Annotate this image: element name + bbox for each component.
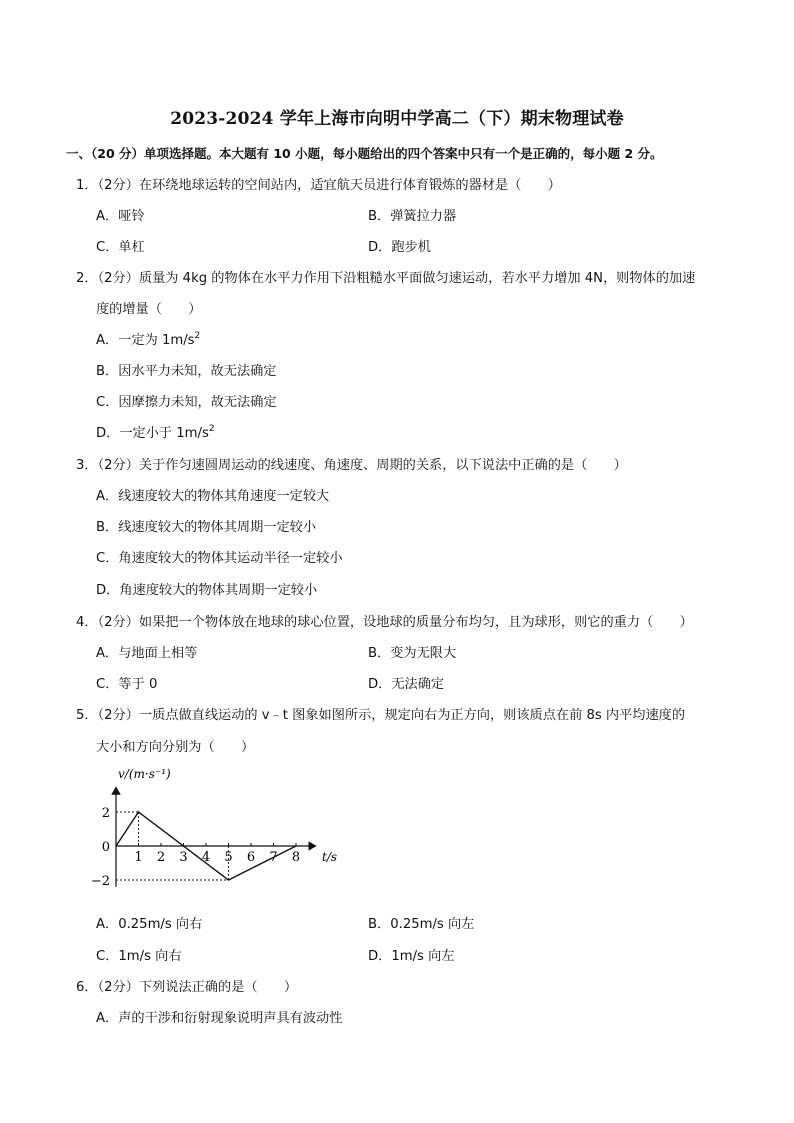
q1-option-c: C．单杠 [96,240,145,255]
q4-option-d: D．无法确定 [368,677,445,692]
q3-option-c: C．角速度较大的物体其运动半径一定较小 [96,551,343,566]
q5-option-c: C．1m/s 向右 [96,949,182,964]
q4-option-c: C．等于 0 [96,677,158,692]
section-header: 一、（20 分）单项选择题。本大题有 10 小题，每小题给出的四个答案中只有一个是正确的，每小题 2 分。 [66,146,663,161]
question-5-stem-cont: 大小和方向分别为（ ） [96,740,255,755]
vt-graph [90,760,354,900]
question-6-stem: 6．（2分）下列说法正确的是（ ） [76,980,298,995]
question-1-stem: 1．（2分）在环绕地球运转的空间站内，适宜航天员进行体育锻炼的器材是（ ） [76,178,561,193]
q6-option-a: A．声的干涉和衍射现象说明声具有波动性 [96,1011,343,1026]
x-tick-label: 6 [246,850,256,865]
page-title: 2023-2024 学年上海市向明中学高二（下）期末物理试卷 [170,109,624,129]
q4-option-a: A．与地面上相等 [96,646,198,661]
q1-option-b: B．弹簧拉力器 [368,209,457,224]
q5-option-d: D．1m/s 向左 [368,949,455,964]
question-2-stem: 2．（2分）质量为 4kg 的物体在水平力作用下沿粗糙水平面做匀速运动，若水平力增加 4N，则物体的加速 [76,271,696,286]
x-tick-label: 5 [224,850,233,865]
q2-option-d [96,422,215,441]
q5-option-b: B．0.25m/s 向左 [368,917,475,932]
q1-option-a: A．哑铃 [96,209,145,224]
q3-option-b: B．线速度较大的物体其周期一定较小 [96,520,317,535]
q3-option-a: A．线速度较大的物体其角速度一定较大 [96,489,330,504]
q2-option-a-text: A．一定为 1m/s [96,333,195,348]
q3-option-d: D．角速度较大的物体其周期一定较小 [96,583,318,598]
x-tick-label: 1 [134,850,143,865]
x-axis-label: t/s [322,850,338,864]
y-tick-label: 0 [101,840,110,855]
x-tick-label: 2 [156,850,166,865]
y-tick-label: −2 [90,874,110,889]
x-tick-label: 3 [179,850,188,865]
q1-option-d: D．跑步机 [368,240,431,255]
question-5-stem: 5．（2分）一质点做直线运动的 v﹣t 图象如图所示，规定向右为正方向，则该质点在前 8s 内平均速度的 [76,708,686,723]
q2-option-d-text: D．一定小于 1m/s [96,426,209,441]
x-tick-label: 7 [269,850,278,865]
q2-option-a [96,329,200,348]
q2-option-a-sup: 2 [194,331,201,341]
y-tick-label: 2 [101,806,110,821]
x-tick-label: 8 [291,850,301,865]
question-2-stem-cont: 度的增量（ ） [96,302,202,317]
question-4-stem: 4．（2分）如果把一个物体放在地球的球心位置，设地球的质量分布均匀，且为球形，则它的重力（ ） [76,615,693,630]
q2-option-d-sup: 2 [208,424,215,434]
q5-option-a: A．0.25m/s 向右 [96,917,203,932]
x-tick-label: 4 [201,850,211,865]
q2-option-c: C．因摩擦力未知，故无法确定 [96,395,277,410]
y-axis-label: v/(m·s⁻¹) [118,767,171,781]
q4-option-b: B．变为无限大 [368,646,457,661]
question-3-stem: 3．（2分）关于作匀速圆周运动的线速度、角速度、周期的关系，以下说法中正确的是（ ） [76,458,627,473]
q2-option-b: B．因水平力未知，故无法确定 [96,364,277,379]
